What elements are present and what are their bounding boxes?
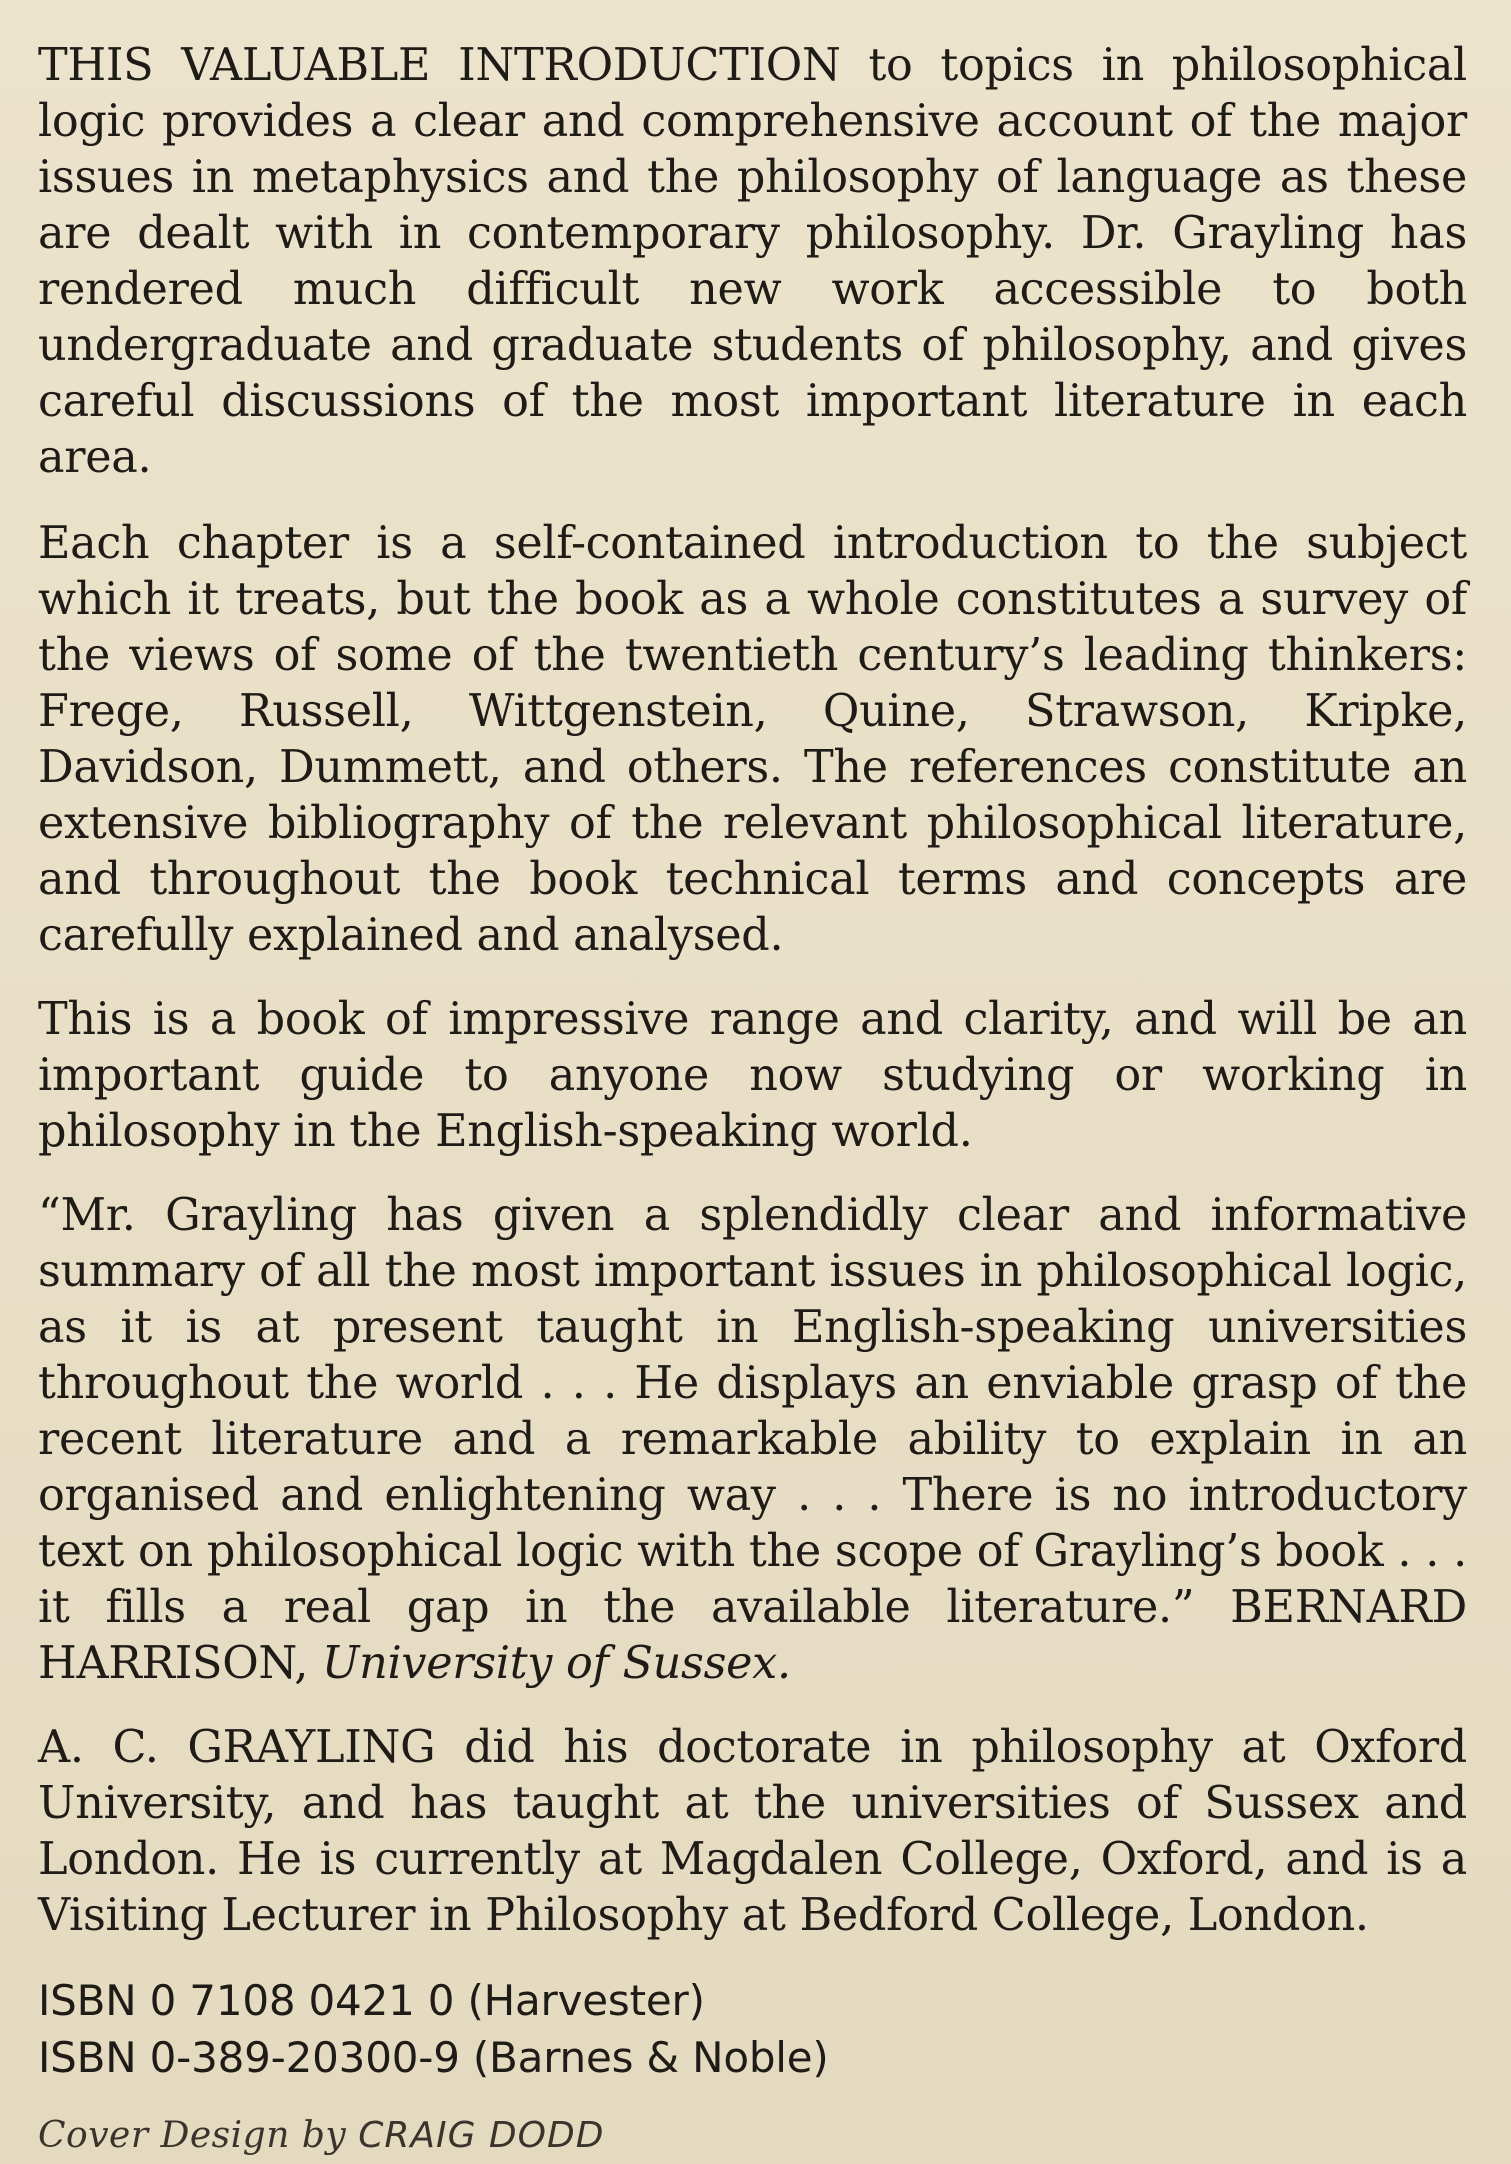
cover-design-credit (38, 2114, 1467, 2158)
review-quote (38, 1188, 1467, 1692)
isbn-harvester: ISBN 0 7108 0421 0 (Harvester) (38, 1976, 705, 2025)
credit-designer: CRAIG DODD (358, 2115, 605, 2156)
review-affiliation: University of Sussex. (321, 1638, 791, 1689)
chapters-paragraph: Each chapter is a self-contained introduction to the subject which it treats, but the book as a whole constitutes a survey of the views of some of the twentieth century’s leading thinkers: Frege, Russell, Wittgenstein, Quine, Strawson, Kripke, Davidson, Dummett, and others. The references constitute an extensive bibliography of the relevant philosophical literature, and throughout the book technical terms and concepts are carefully explained and analysed. (38, 518, 1467, 961)
review-quote-text: “Mr. Grayling has given a splendidly clear and informative summary of all the most important issues in philosophical logic, as it is at present taught in English-speaking universities throughout the world . . . He displays an enviable grasp of the recent literature and a remarkable ability to explain in an organised and enlightening way . . . There is no introductory text on philosophical logic with the scope of Grayling’s book . . . it fills a real gap in the available literature.” BERNARD HARRISON, (38, 1190, 1467, 1689)
credit-prefix: Cover Design by (38, 2115, 347, 2156)
range-paragraph: This is a book of impressive range and clarity, and will be an important guide to anyone now studying or working in philosophy in the English-speaking world. (38, 994, 1467, 1157)
intro-paragraph: THIS VALUABLE INTRODUCTION to topics in philosophical logic provides a clear and comprehensive account of the major issues in metaphysics and the philosophy of language as these are dealt with in contemporary philosophy. Dr. Grayling has rendered much difficult new work accessible to both undergraduate and graduate students of philosophy, and gives careful discussions of the most important literature in each area. (38, 40, 1467, 483)
isbn-barnes-noble: ISBN 0-389-20300-9 (Barnes & Noble) (38, 2033, 829, 2082)
author-bio: A. C. GRAYLING did his doctorate in philosophy at Oxford University, and has taught at the universities of Sussex and London. He is currently at Magdalen College, Oxford, and is a Visiting Lecturer in Philosophy at Bedford College, London. (38, 1722, 1467, 1941)
isbn-block (38, 1972, 1467, 2086)
